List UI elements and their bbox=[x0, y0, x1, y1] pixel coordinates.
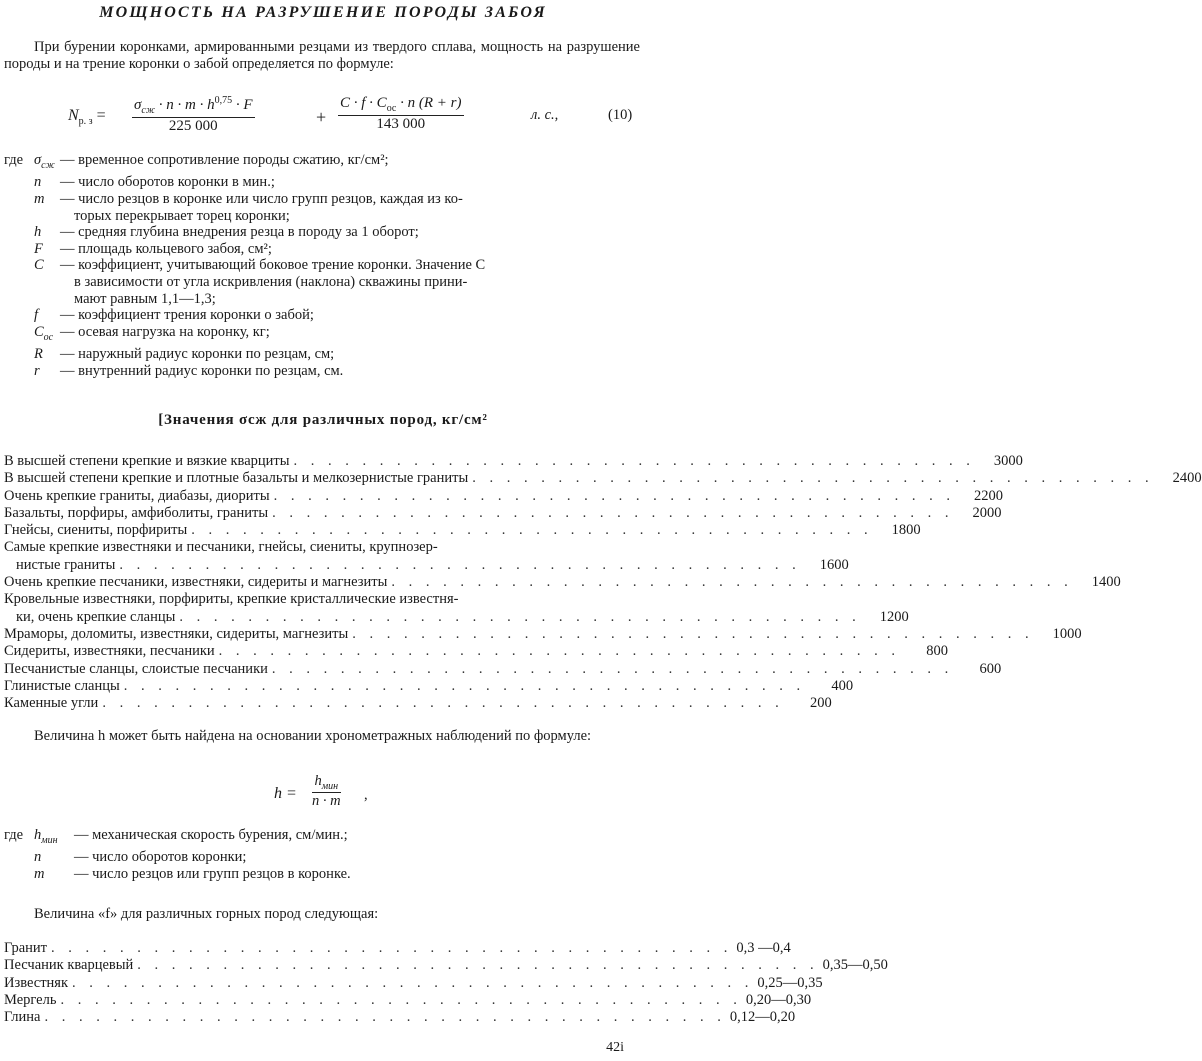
definition-line: — наружный радиус коронки по резцам, см; bbox=[60, 346, 335, 363]
table-row-line bbox=[4, 591, 644, 608]
definition-line: — осевая нагрузка на коронку, кг; bbox=[60, 323, 270, 340]
strength-value: 1200 bbox=[879, 608, 909, 625]
table-row bbox=[4, 991, 812, 1009]
leader-dots: . . . . . . . . . . . . . . . . . . . . . . . . . . . . . . . . . . . . . . . . bbox=[60, 991, 742, 1008]
table-row bbox=[4, 470, 1202, 487]
rock-name-cont: ки, очень крепкие сланцы bbox=[16, 608, 176, 625]
definition-text bbox=[60, 224, 644, 241]
rock-name: Глинистые сланцы bbox=[4, 677, 120, 694]
definition-symbol: n bbox=[34, 849, 42, 866]
definition-prefix bbox=[4, 307, 34, 324]
rock-name: Очень крепкие песчаники, известняки, сидериты и магнезиты bbox=[4, 574, 388, 591]
table-row bbox=[4, 1009, 796, 1026]
definition-row bbox=[4, 827, 644, 849]
definition-line: — коэффициент трения коронки о забой; bbox=[60, 307, 314, 324]
definition-text bbox=[60, 257, 644, 290]
definition-row bbox=[4, 174, 644, 191]
table-row bbox=[4, 453, 1023, 470]
definition-row bbox=[4, 224, 644, 241]
leader-dots: . . . . . . . . . . . . . . . . . . . . . . . . . . . . . . . . . . . . . . . . bbox=[179, 608, 861, 625]
rock-name: Песчанистые сланцы, слоистые песчаники bbox=[4, 660, 268, 677]
definition-row bbox=[4, 324, 644, 346]
table-row bbox=[4, 940, 791, 957]
table-row bbox=[4, 608, 909, 626]
definition-symbol: $\sigma_{сж}$ bbox=[34, 152, 55, 171]
definition-row bbox=[4, 241, 644, 258]
leader-dots: . . . . . . . . . . . . . . . . . . . . . . . . . . . . . . . . . . . . . . . . bbox=[191, 522, 873, 539]
paragraph-f: Величина «f» для различных горных пород следующая: bbox=[34, 906, 379, 922]
friction-value: 0,20—0,30 bbox=[745, 991, 812, 1008]
rock-name: В высшей степени крепкие и плотные базальты и мелкозернистые граниты bbox=[4, 470, 469, 487]
definition-row bbox=[4, 291, 644, 308]
definition-line-2: в зависимости от угла искривления (наклона) скважины прини- bbox=[74, 274, 468, 291]
formula-unit: л. с., bbox=[531, 107, 559, 123]
definition-prefix bbox=[4, 224, 34, 241]
definition-symbol: f bbox=[34, 307, 39, 324]
definition-row bbox=[4, 849, 644, 866]
strength-value: 1400 bbox=[1091, 574, 1121, 591]
rock-name: Мраморы, доломиты, известняки, сидериты, магнезиты bbox=[4, 625, 349, 642]
rock-name-cont: нистые граниты bbox=[16, 556, 116, 573]
definition-text bbox=[60, 191, 644, 224]
leader-dots: . . . . . . . . . . . . . . . . . . . . . . . . . . . . . . . . . . . . . . . . bbox=[123, 677, 806, 694]
definition-prefix bbox=[4, 191, 34, 224]
leader-dots: . . . . . . . . . . . . . . . . . . . . . . . . . . . . . . . . . . . . . . . . bbox=[352, 625, 1034, 642]
definition-row bbox=[4, 363, 644, 380]
formula-10: $N_{р. з}$ = $\sigma_{сж} \cdot n \cdot m \cdot h^{0,75} \cdot F$ 225 000 + $C \cdot f \cdot C_{ос} \cdot n$ (R + r) 143 000 л. с., (10) bbox=[68, 95, 633, 134]
definition-prefix bbox=[4, 363, 34, 380]
formula-number: (10) bbox=[608, 107, 633, 123]
definition-row bbox=[4, 346, 644, 363]
table-row bbox=[4, 660, 1002, 678]
table-row bbox=[4, 677, 854, 695]
definition-text: — число оборотов коронки; bbox=[74, 849, 247, 866]
formula-lhs: $N_{р. з}$ = bbox=[68, 107, 106, 128]
table1-heading: [Значения σсж для различных пород, кг/см² bbox=[158, 412, 488, 428]
definition-row bbox=[4, 152, 644, 174]
definition-line: — число резцов в коронке или число групп резцов, каждая из ко- bbox=[60, 191, 463, 208]
definition-line: — коэффициент, учитывающий боковое трение коронки. Значение C bbox=[60, 257, 486, 274]
rock-name: Кровельные известняки, порфириты, крепкие кристаллические известня- bbox=[4, 591, 459, 608]
rock-name: Базальты, порфиры, амфиболиты, граниты bbox=[4, 504, 269, 521]
definition-text bbox=[60, 174, 644, 191]
section-title: МОЩНОСТЬ НА РАЗРУШЕНИЕ ПОРОДЫ ЗАБОЯ bbox=[99, 4, 547, 21]
rock-name: Каменные угли bbox=[4, 695, 99, 712]
strength-value: 2000 bbox=[972, 504, 1002, 521]
table-row-line bbox=[4, 539, 644, 556]
definition-symbol: h bbox=[34, 224, 42, 241]
rock-name: Мергель bbox=[4, 991, 57, 1008]
definition-prefix bbox=[4, 291, 34, 308]
leader-dots: . . . . . . . . . . . . . . . . . . . . . . . . . . . . . . . . . . . . . . . . bbox=[72, 974, 754, 991]
rock-name: Гранит bbox=[4, 940, 48, 956]
definition-symbol: C bbox=[34, 257, 44, 274]
leader-dots: . . . . . . . . . . . . . . . . . . . . . . . . . . . . . . . . . . . . . . . . bbox=[272, 504, 954, 521]
table-row bbox=[4, 487, 1003, 505]
rock-name: Глина bbox=[4, 1009, 41, 1026]
formula-fraction-1: $\sigma_{сж} \cdot n \cdot m \cdot h^{0,75} \cdot F$ 225 000 bbox=[134, 95, 253, 134]
symbol-subscript: мин bbox=[41, 834, 58, 846]
strength-value: 2200 bbox=[974, 487, 1003, 504]
leader-dots: . . . . . . . . . . . . . . . . . . . . . . . . . . . . . . . . . . . . . . . . bbox=[102, 695, 784, 712]
definition-symbol: $h_{мин}$ bbox=[34, 827, 58, 846]
page-number: 42i bbox=[606, 1040, 624, 1055]
definition-symbol: F bbox=[34, 240, 43, 257]
definition-line-2: торых перекрывает торец коронки; bbox=[74, 207, 290, 224]
definition-symbol: r bbox=[34, 362, 40, 379]
definition-symbol: $C_{ос}$ bbox=[34, 323, 54, 343]
definition-text bbox=[60, 363, 644, 380]
formula-fraction-2: $C \cdot f \cdot C_{ос} \cdot n$ (R + r) 143 000 bbox=[340, 95, 462, 132]
leader-dots: . . . . . . . . . . . . . . . . . . . . . . . . . . . . . . . . . . . . . . . . bbox=[271, 660, 954, 677]
table-row bbox=[4, 625, 1082, 643]
definition-prefix bbox=[4, 257, 34, 290]
leader-dots: . . . . . . . . . . . . . . . . . . . . . . . . . . . . . . . . . . . . . . . . bbox=[137, 957, 819, 974]
definition-text: — механическая скорость бурения, см/мин.; bbox=[74, 827, 348, 843]
formula-h: h = $h_{мин}$ n · m , bbox=[274, 773, 368, 810]
definition-prefix: где bbox=[4, 152, 24, 168]
definition-line: — внутренний радиус коронки по резцам, см. bbox=[60, 362, 344, 379]
leader-dots: . . . . . . . . . . . . . . . . . . . . . . . . . . . . . . . . . . . . . . . . bbox=[273, 487, 955, 504]
definition-prefix bbox=[4, 324, 34, 346]
table-row bbox=[4, 695, 832, 712]
strength-value: 1000 bbox=[1052, 625, 1082, 642]
friction-value: 0,3 —0,4 bbox=[736, 940, 791, 956]
definition-row bbox=[4, 257, 644, 290]
intro-paragraph: При бурении коронками, армированными резцами из твердого сплава, мощность на разрушение породы и на трение коронки о забой определяется по формуле: bbox=[4, 39, 640, 72]
leader-dots: . . . . . . . . . . . . . . . . . . . . . . . . . . . . . . . . . . . . . . . . bbox=[119, 556, 801, 573]
friction-value: 0,35—0,50 bbox=[822, 957, 888, 974]
definition-line: — временное сопротивление породы сжатию, кг/см²; bbox=[60, 152, 389, 168]
table-row bbox=[4, 974, 823, 992]
rock-name: Гнейсы, сиениты, порфириты bbox=[4, 522, 188, 539]
definition-prefix bbox=[4, 174, 34, 191]
definition-text: — число резцов или групп резцов в коронке. bbox=[74, 866, 351, 883]
symbol-subscript: ос bbox=[43, 331, 54, 343]
definition-symbol: n bbox=[34, 174, 42, 191]
friction-value: 0,25—0,35 bbox=[757, 974, 823, 991]
definition-prefix bbox=[4, 849, 34, 866]
definition-symbol bbox=[34, 291, 60, 308]
table-row bbox=[4, 504, 1002, 522]
strength-value: 800 bbox=[926, 643, 949, 660]
definition-row bbox=[4, 191, 644, 224]
definition-prefix: где bbox=[4, 827, 24, 843]
definition-line-2: мают равным 1,1—1,3; bbox=[74, 290, 216, 307]
strength-value: 1800 bbox=[891, 522, 921, 539]
definition-text bbox=[60, 152, 644, 174]
definition-symbol: R bbox=[34, 346, 43, 363]
leader-dots: . . . . . . . . . . . . . . . . . . . . . . . . . . . . . . . . . . . . . . . . bbox=[472, 470, 1154, 487]
strength-value: 600 bbox=[979, 660, 1002, 677]
rock-name: Самые крепкие известняки и песчаники, гнейсы, сиениты, крупнозер- bbox=[4, 539, 438, 556]
leader-dots: . . . . . . . . . . . . . . . . . . . . . . . . . . . . . . . . . . . . . . . . bbox=[391, 574, 1073, 591]
definition-symbol: m bbox=[34, 191, 45, 208]
strength-value: 200 bbox=[809, 695, 832, 712]
paragraph-h: Величина h может быть найдена на основании хронометражных наблюдений по формуле: bbox=[34, 728, 592, 744]
strength-value: 1600 bbox=[819, 556, 849, 573]
table-row bbox=[4, 522, 921, 539]
definition-prefix bbox=[4, 346, 34, 363]
compressive-strength-table bbox=[4, 453, 1202, 712]
table-row bbox=[4, 957, 888, 974]
table-row bbox=[4, 574, 1121, 591]
definition-prefix bbox=[4, 241, 34, 258]
strength-value: 3000 bbox=[993, 453, 1023, 469]
symbol-subscript: сж bbox=[41, 159, 55, 171]
definition-prefix bbox=[4, 866, 34, 883]
definition-text bbox=[60, 241, 644, 258]
leader-dots: . . . . . . . . . . . . . . . . . . . . . . . . . . . . . . . . . . . . . . . . bbox=[218, 643, 901, 660]
strength-value: 400 bbox=[831, 677, 854, 694]
rock-name: Сидериты, известняки, песчаники bbox=[4, 643, 215, 660]
definition-text bbox=[60, 324, 644, 346]
definition-line: — площадь кольцевого забоя, см²; bbox=[60, 240, 272, 257]
table-row bbox=[4, 643, 949, 660]
definition-text bbox=[60, 291, 644, 308]
definition-line: — число оборотов коронки в мин.; bbox=[60, 174, 275, 191]
variable-definitions-2 bbox=[4, 827, 644, 883]
definition-line: — средняя глубина внедрения резца в породу за 1 оборот; bbox=[60, 224, 419, 241]
friction-value: 0,12—0,20 bbox=[729, 1009, 796, 1026]
definition-row bbox=[4, 307, 644, 324]
rock-name: Известняк bbox=[4, 974, 69, 991]
leader-dots: . . . . . . . . . . . . . . . . . . . . . . . . . . . . . . . . . . . . . . . . bbox=[51, 940, 733, 956]
definition-text bbox=[60, 307, 644, 324]
rock-name: В высшей степени крепкие и вязкие кварциты bbox=[4, 453, 290, 469]
variable-definitions bbox=[4, 152, 644, 380]
strength-value: 2400 bbox=[1172, 470, 1202, 487]
definition-row bbox=[4, 866, 644, 883]
leader-dots: . . . . . . . . . . . . . . . . . . . . . . . . . . . . . . . . . . . . . . . . bbox=[44, 1009, 726, 1026]
table-row bbox=[4, 556, 849, 574]
definition-text bbox=[60, 346, 644, 363]
rock-name: Песчаник кварцевый bbox=[4, 957, 134, 974]
rock-name: Очень крепкие граниты, диабазы, диориты bbox=[4, 487, 270, 504]
friction-coefficient-table bbox=[4, 940, 888, 1026]
leader-dots: . . . . . . . . . . . . . . . . . . . . . . . . . . . . . . . . . . . . . . . . bbox=[293, 453, 975, 469]
definition-symbol: m bbox=[34, 866, 45, 883]
